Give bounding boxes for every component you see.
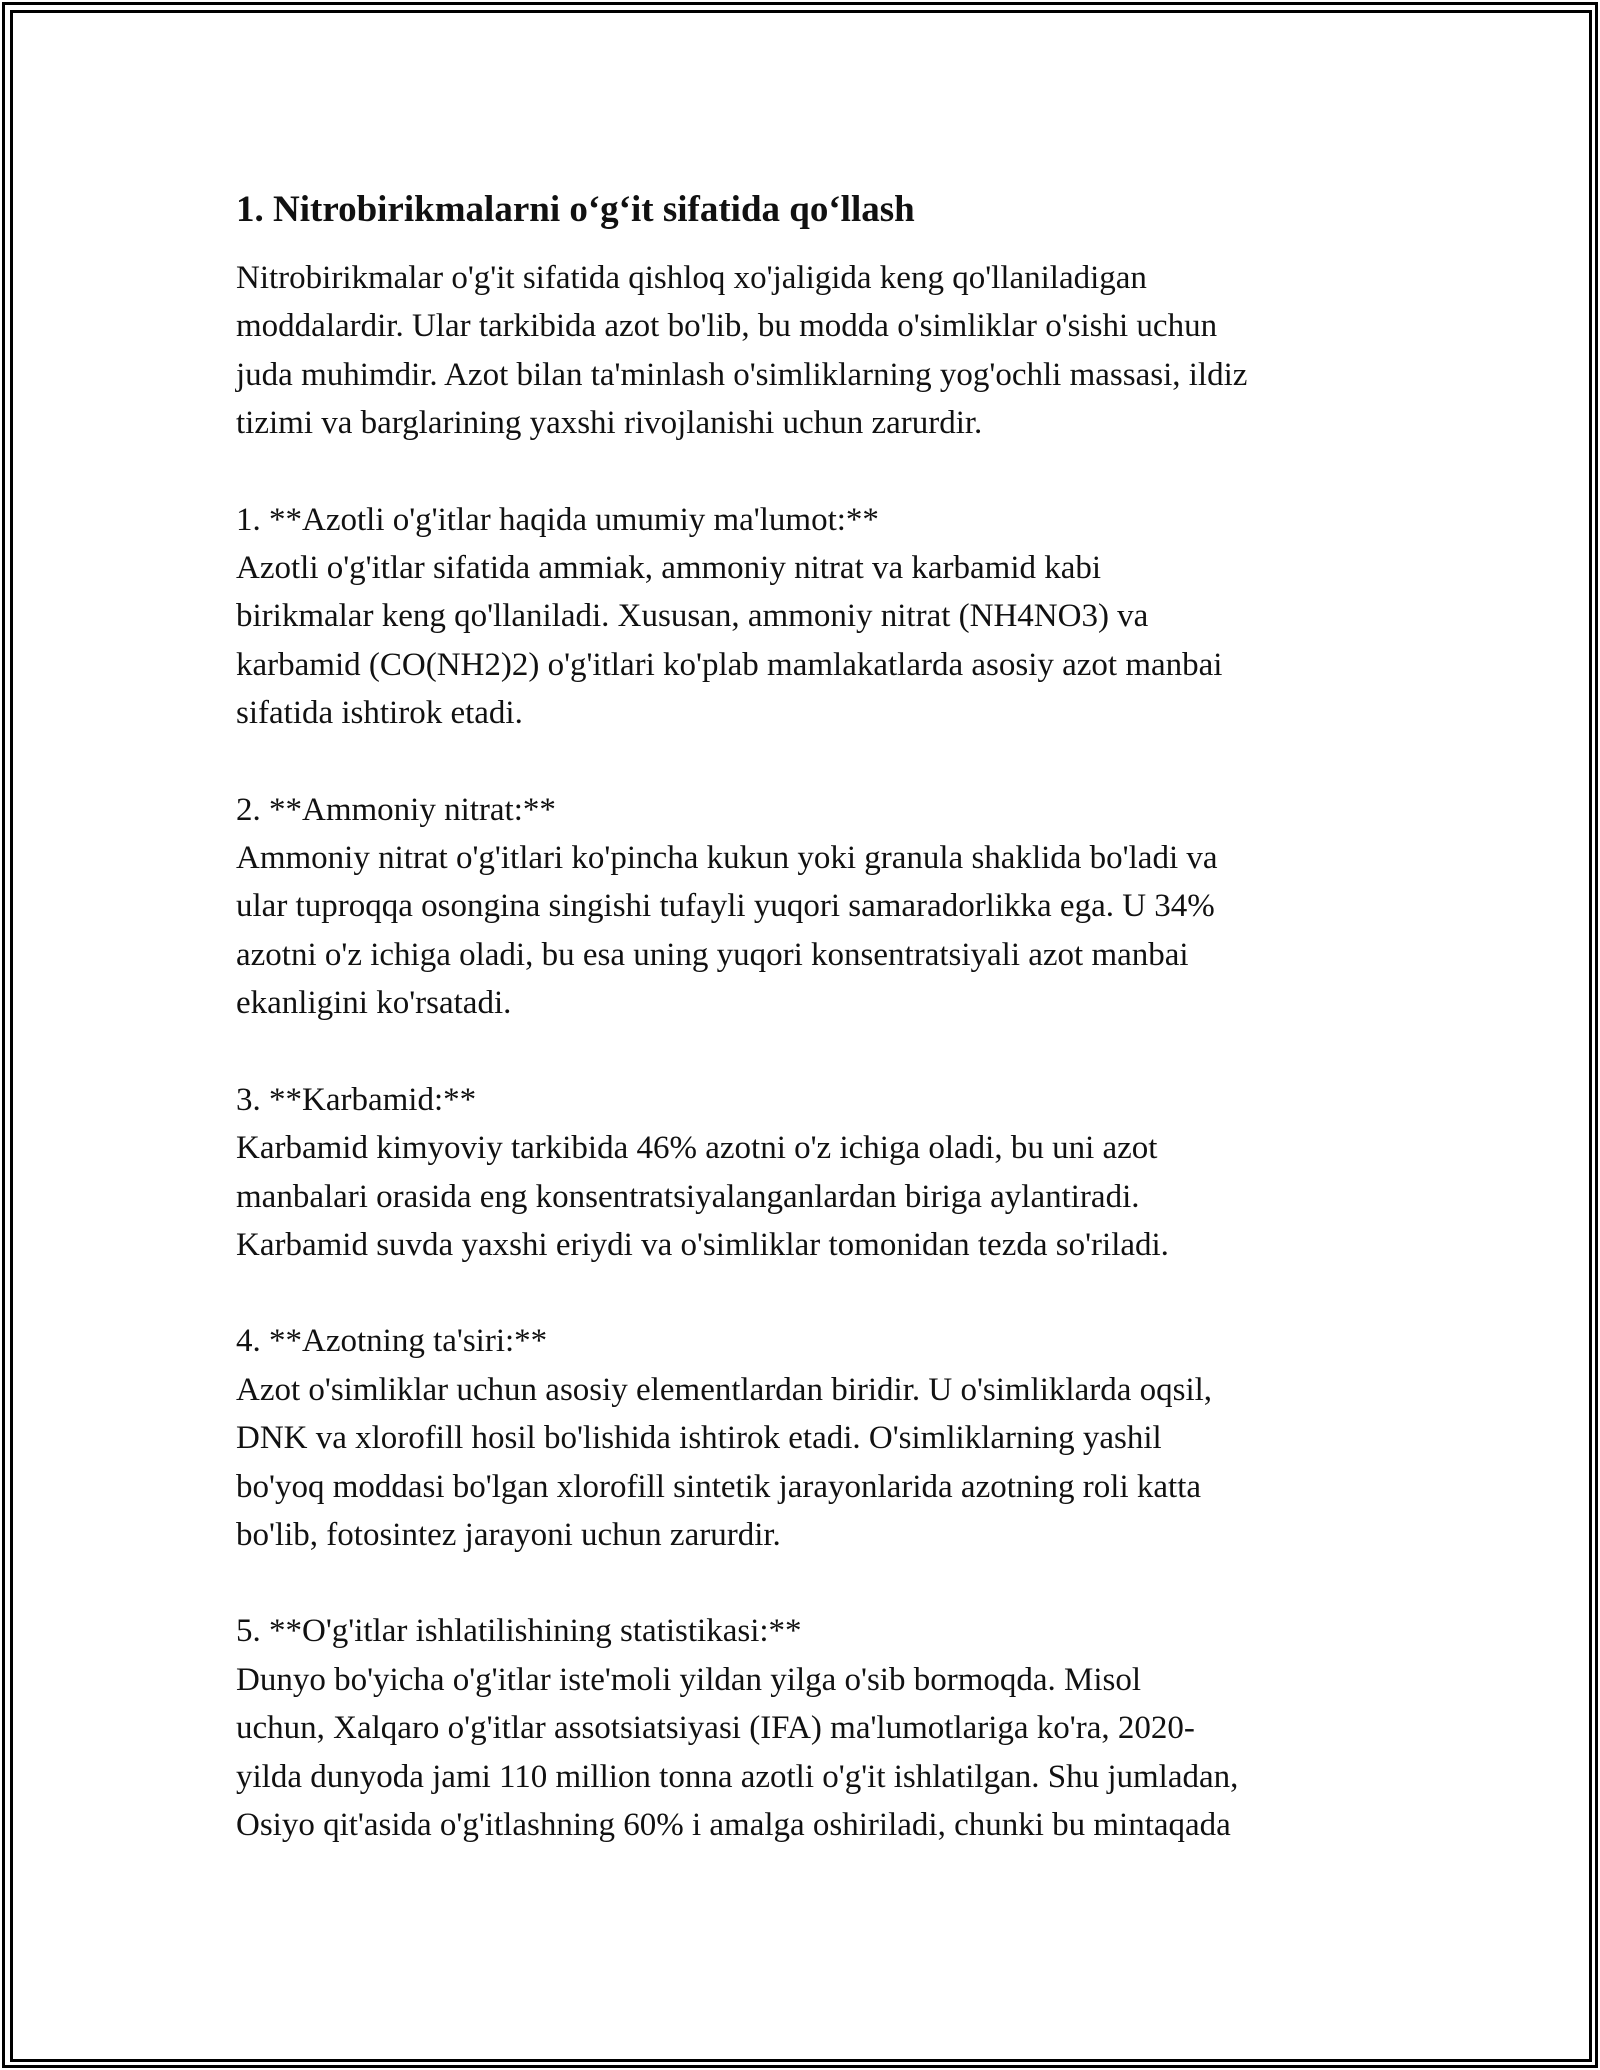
section-heading: 4. **Azotning ta'siri:** xyxy=(236,1323,548,1360)
section-body: Azotli o'g'itlar sifatida ammiak, ammoniy nitrat va karbamid kabi birikmalar keng qo'llaniladi. Xususan, ammoniy nitrat (NH4NO3) va karbamid (CO(NH2)2) o'g'itlari ko'plab mamlakatlarda asosiy azot manbai sifatida ishtirok etadi. xyxy=(236,550,1223,732)
section-heading: 5. **O'g'itlar ishlatilishining statistikasi:** xyxy=(236,1613,802,1650)
section-body: Ammoniy nitrat o'g'itlari ko'pincha kukun yoki granula shaklida bo'ladi va ular tuproqqa osongina singishi tufayli yuqori samaradorlikka ega. U 34% azotni o'z ichiga oladi, bu esa uning yuqori konsentratsiyali azot manbai ekanligini ko'rsatadi. xyxy=(236,840,1218,1022)
section-body: Azot o'simliklar uchun asosiy elementlardan biridir. U o'simliklarda oqsil, DNK va xlorofill hosil bo'lishida ishtirok etadi. O'simliklarning yashil bo'yoq moddasi bo'lgan xlorofill sintetik jarayonlarida azotning roli katta bo'lib, fotosintez jarayoni uchun zarurdir. xyxy=(236,1371,1213,1553)
section-spacer xyxy=(236,448,1386,496)
section-heading: 3. **Karbamid:** xyxy=(236,1081,477,1118)
section-body: Dunyo bo'yicha o'g'itlar iste'moli yildan yilga o'sib bormoqda. Misol uchun, Xalqaro o'g'itlar assotsiatsiyasi (IFA) ma'lumotlariga ko'ra, 2020- yilda dunyoda jami 110 million tonna azotli o'g'it ishlatilgan. Shu jumladan, Osiyo qit'asida o'g'itlashning 60% i amalga oshiriladi, chunki bu mintaqada xyxy=(236,1661,1239,1843)
section-azotli-ogitlar xyxy=(236,496,1386,738)
section-azotning-tasiri xyxy=(236,1317,1386,1559)
intro-paragraph: Nitrobirikmalar o'g'it sifatida qishloq xo'jaligida keng qo'llaniladigan moddalardir. Ular tarkibida azot bo'lib, bu modda o'simliklar o'sishi uchun juda muhimdir. Azot bilan ta'minlash o'simliklarning yog'ochli massasi, ildiz tizimi va barglarining yaxshi rivojlanishi uchun zarurdir. xyxy=(236,260,1248,442)
document-body xyxy=(236,186,1386,1849)
section-body: Karbamid kimyoviy tarkibida 46% azotni o'z ichiga oladi, bu uni azot manbalari orasida eng konsentratsiyalanganlardan biriga aylantiradi. Karbamid suvda yaxshi eriydi va o'simliklar tomonidan tezda so'riladi. xyxy=(236,1130,1169,1263)
section-spacer xyxy=(236,1559,1386,1607)
section-spacer xyxy=(236,1269,1386,1317)
section-heading: 2. **Ammoniy nitrat:** xyxy=(236,791,556,828)
section-ammoniy-nitrat xyxy=(236,786,1386,1028)
section-heading: 1. **Azotli o'g'itlar haqida umumiy ma'lumot:** xyxy=(236,501,879,538)
section-karbamid xyxy=(236,1076,1386,1270)
section-statistika xyxy=(236,1607,1386,1849)
section-spacer xyxy=(236,1028,1386,1076)
section-spacer xyxy=(236,738,1386,786)
page-title: 1. Nitrobirikmalarni o‘g‘it sifatida qo‘llash xyxy=(236,189,915,230)
